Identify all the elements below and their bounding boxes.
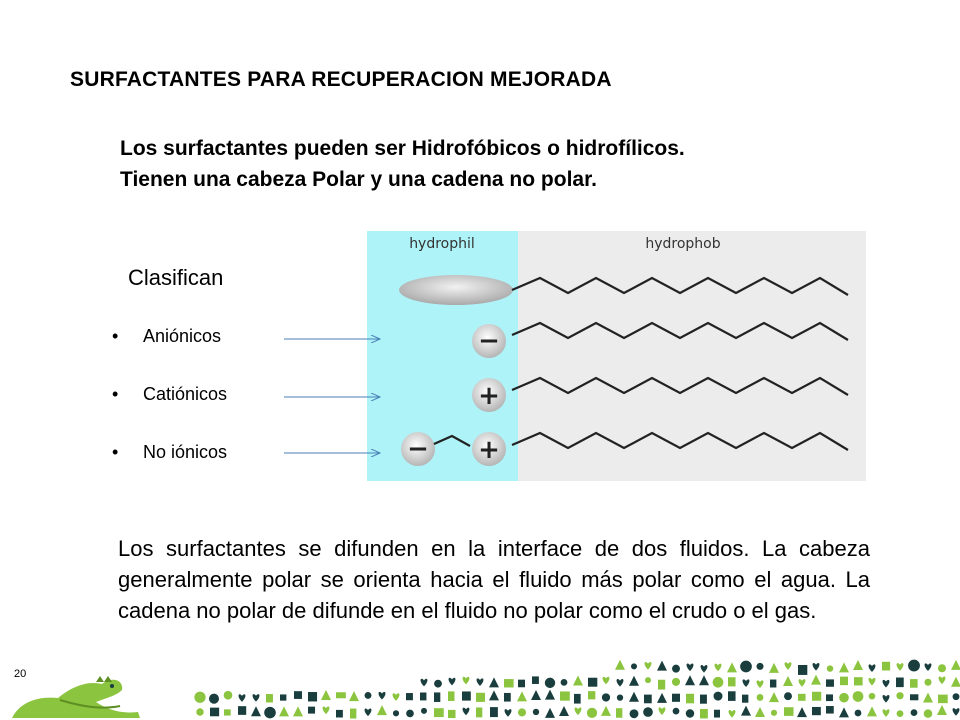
pattern-shape (924, 679, 931, 686)
page-number: 20 (14, 668, 27, 680)
pattern-shape (490, 707, 498, 717)
pattern-shape (631, 663, 637, 669)
pattern-shape (629, 692, 639, 702)
pattern-shape (601, 706, 611, 716)
pattern-shape (897, 710, 904, 717)
pattern-shape (659, 707, 666, 715)
pattern-shape (813, 663, 820, 671)
pattern-shape (224, 691, 233, 700)
pattern-shape (448, 710, 456, 718)
hydrophob-region (518, 231, 866, 481)
pattern-shape (951, 677, 960, 687)
pattern-shape (826, 694, 833, 701)
slide-title: SURFACTANTES PARA RECUPERACION MEJORADA (70, 68, 612, 91)
pattern-shape (785, 662, 792, 670)
pattern-shape (574, 694, 581, 704)
pattern-shape (925, 663, 932, 671)
pattern-shape (938, 664, 946, 672)
minus-symbol: − (478, 326, 500, 356)
pattern-shape (532, 676, 539, 684)
pattern-shape (939, 677, 946, 685)
pattern-shape (910, 694, 918, 700)
pattern-shape (701, 665, 708, 673)
pattern-shape (672, 665, 680, 673)
pattern-shape (629, 676, 639, 686)
pattern-shape (504, 679, 514, 687)
pattern-shape (883, 680, 890, 688)
pattern-shape (923, 693, 933, 703)
pattern-shape (560, 691, 570, 700)
iguana-icon (12, 676, 140, 718)
pattern-shape (280, 694, 286, 700)
pattern-shape (700, 695, 707, 704)
pattern-shape (421, 679, 428, 687)
pattern-shape (308, 692, 317, 701)
pattern-shape (700, 709, 708, 718)
pattern-shape (477, 678, 484, 686)
pattern-shape (924, 709, 933, 718)
pattern-shape (714, 692, 723, 701)
pattern-shape (854, 677, 863, 685)
pattern-shape (826, 706, 834, 714)
bullet-anionicos: • Aniónicos (112, 326, 227, 384)
pattern-shape (504, 693, 511, 702)
footer-decoration (0, 640, 960, 720)
pattern-shape (323, 707, 330, 715)
pattern-shape (742, 695, 748, 703)
pattern-shape (559, 706, 569, 716)
pattern-shape (713, 677, 724, 688)
pattern-shape (264, 707, 276, 719)
pattern-shape (869, 664, 876, 672)
pattern-shape (575, 707, 582, 715)
pattern-shape (840, 677, 848, 686)
pattern-shape (224, 709, 231, 715)
pattern-shape (420, 693, 426, 701)
pattern-shape (953, 693, 960, 700)
pattern-shape (365, 692, 372, 699)
pattern-shape (449, 678, 456, 686)
pattern-shape (771, 710, 777, 716)
pattern-shape (505, 709, 512, 717)
pattern-shape (798, 665, 807, 675)
pattern-shape (728, 677, 736, 686)
pattern-shape (377, 705, 387, 715)
pattern-shape (308, 707, 315, 714)
pattern-shape (463, 677, 470, 685)
pattern-shape (882, 662, 890, 671)
pattern-shape (545, 690, 555, 700)
pattern-shape (518, 680, 525, 688)
pattern-shape (869, 678, 876, 686)
pattern-shape (743, 679, 750, 687)
pattern-shape (603, 677, 610, 685)
pattern-shape (797, 707, 807, 717)
pattern-shape (434, 708, 444, 717)
pattern-shape (350, 709, 356, 719)
pattern-shape (463, 708, 470, 716)
pattern-shape (616, 708, 622, 718)
hydrophob-label: hydrophob (645, 236, 721, 252)
pattern-shape (853, 691, 864, 702)
pattern-shape (643, 707, 653, 717)
hydrophil-label: hydrophil (409, 236, 475, 252)
pattern-shape (839, 693, 849, 703)
pattern-shape (365, 709, 372, 717)
pattern-shape (645, 662, 652, 670)
pattern-shape (910, 679, 918, 688)
pattern-shape (251, 706, 261, 716)
pattern-shape (588, 691, 595, 699)
pattern-shape (476, 693, 485, 702)
pattern-shape (476, 707, 482, 717)
pattern-shape (294, 691, 302, 699)
pattern-shape (196, 708, 203, 715)
pattern-shape (615, 660, 625, 670)
pattern-shape (673, 708, 680, 715)
pattern-shape (741, 706, 751, 716)
explanation-paragraph: Los surfactantes se difunden en la interface de dos fluidos. La cabeza generalmente polar se orienta hacia el fluido más polar como el agua. La cadena no polar de difunde en el fluido no polar como el crudo o el gas. (118, 536, 870, 623)
bullet-cationicos: • Catiónicos (112, 384, 227, 442)
pattern-icons (194, 660, 960, 719)
pattern-shape (839, 707, 849, 717)
pattern-shape (644, 695, 652, 704)
pattern-shape (812, 692, 821, 701)
intro-line-1: Los surfactantes pueden ser Hidrofóbicos o hidrofílicos. (120, 137, 685, 160)
pattern-shape (393, 710, 399, 716)
pattern-shape (239, 694, 246, 702)
pattern-shape (349, 691, 359, 701)
pattern-shape (855, 710, 862, 717)
zwitterion-minus-symbol: − (407, 434, 429, 464)
pattern-shape (827, 665, 833, 671)
pattern-shape (953, 708, 960, 716)
pattern-shape (393, 693, 400, 701)
pattern-shape (883, 709, 890, 717)
pattern-shape (561, 679, 568, 686)
pattern-shape (588, 678, 597, 687)
pattern-shape (545, 708, 555, 718)
pattern-shape (617, 679, 624, 687)
pattern-shape (518, 708, 526, 716)
pattern-shape (421, 708, 427, 714)
pattern-shape (867, 706, 877, 716)
pattern-shape (336, 692, 346, 698)
pattern-shape (799, 679, 806, 687)
pattern-shape (908, 660, 920, 672)
pattern-shape (812, 707, 821, 715)
pattern-shape (194, 692, 205, 703)
pattern-shape (210, 708, 219, 717)
pattern-shape (266, 694, 273, 702)
pattern-shape (658, 680, 665, 690)
pattern-shape (379, 692, 386, 700)
pattern-shape (573, 676, 583, 686)
pattern-shape (770, 680, 776, 688)
pattern-shape (938, 695, 948, 704)
pattern-shape (434, 692, 440, 702)
pattern-shape (740, 661, 752, 673)
pattern-shape (755, 707, 765, 717)
pattern-shape (617, 694, 623, 700)
pattern-shape (729, 710, 736, 718)
pattern-shape (686, 709, 694, 717)
pattern-shape (489, 677, 499, 687)
pattern-shape (238, 706, 246, 715)
pattern-shape (434, 680, 442, 688)
pattern-shape (811, 675, 821, 685)
pattern-shape (517, 691, 527, 701)
pattern-shape (784, 707, 794, 716)
pattern-shape (587, 708, 597, 718)
pattern-shape (630, 709, 639, 718)
pattern-shape (645, 677, 651, 683)
pattern-shape (672, 694, 680, 702)
pattern-shape (784, 692, 792, 700)
pattern-shape (685, 675, 695, 685)
intro-line-2: Tienen una cabeza Polar y una cadena no polar. (120, 168, 597, 191)
pattern-shape (448, 691, 454, 701)
pattern-shape (293, 706, 303, 716)
pattern-shape (853, 660, 863, 670)
pattern-shape (937, 705, 947, 715)
pattern-shape (951, 660, 960, 670)
pattern-shape (757, 680, 764, 688)
pattern-shape (883, 695, 890, 703)
pattern-shape (715, 664, 722, 672)
pattern-shape (714, 710, 720, 718)
pattern-shape (911, 709, 918, 716)
pattern-shape (406, 710, 414, 718)
pattern-shape (756, 663, 763, 670)
nonpolar-head-ellipse (399, 275, 513, 305)
pattern-shape (896, 692, 903, 699)
plus-symbol: + (478, 381, 500, 411)
pattern-shape (783, 676, 793, 686)
pattern-shape (687, 664, 694, 672)
pattern-shape (686, 694, 694, 704)
pattern-shape (253, 694, 260, 702)
pattern-shape (672, 678, 680, 686)
pattern-shape (602, 693, 610, 701)
pattern-shape (727, 662, 737, 672)
pattern-shape (321, 690, 331, 700)
pattern-shape (336, 710, 343, 718)
pattern-shape (869, 693, 876, 700)
pattern-shape (826, 679, 834, 686)
pattern-shape (839, 662, 849, 672)
bullet-no-ionicos: • No iónicos (112, 442, 227, 500)
pattern-shape (489, 690, 499, 700)
pattern-shape (531, 690, 541, 700)
pattern-shape (462, 691, 471, 700)
pattern-shape (533, 709, 539, 715)
pattern-shape (897, 663, 904, 671)
pattern-shape (728, 691, 736, 701)
pattern-shape (798, 694, 806, 701)
pattern-shape (657, 661, 667, 671)
zwitterion-plus-symbol: + (478, 435, 500, 465)
pattern-shape (406, 693, 413, 700)
pattern-shape (769, 692, 779, 702)
pattern-shape (769, 663, 779, 673)
pattern-shape (209, 694, 219, 704)
pattern-shape (896, 678, 904, 688)
pattern-shape (657, 693, 667, 703)
pattern-shape (699, 675, 709, 685)
classify-heading: Clasifican (128, 265, 224, 290)
pattern-shape (279, 706, 289, 716)
pattern-shape (545, 678, 555, 688)
pattern-shape (757, 694, 764, 701)
